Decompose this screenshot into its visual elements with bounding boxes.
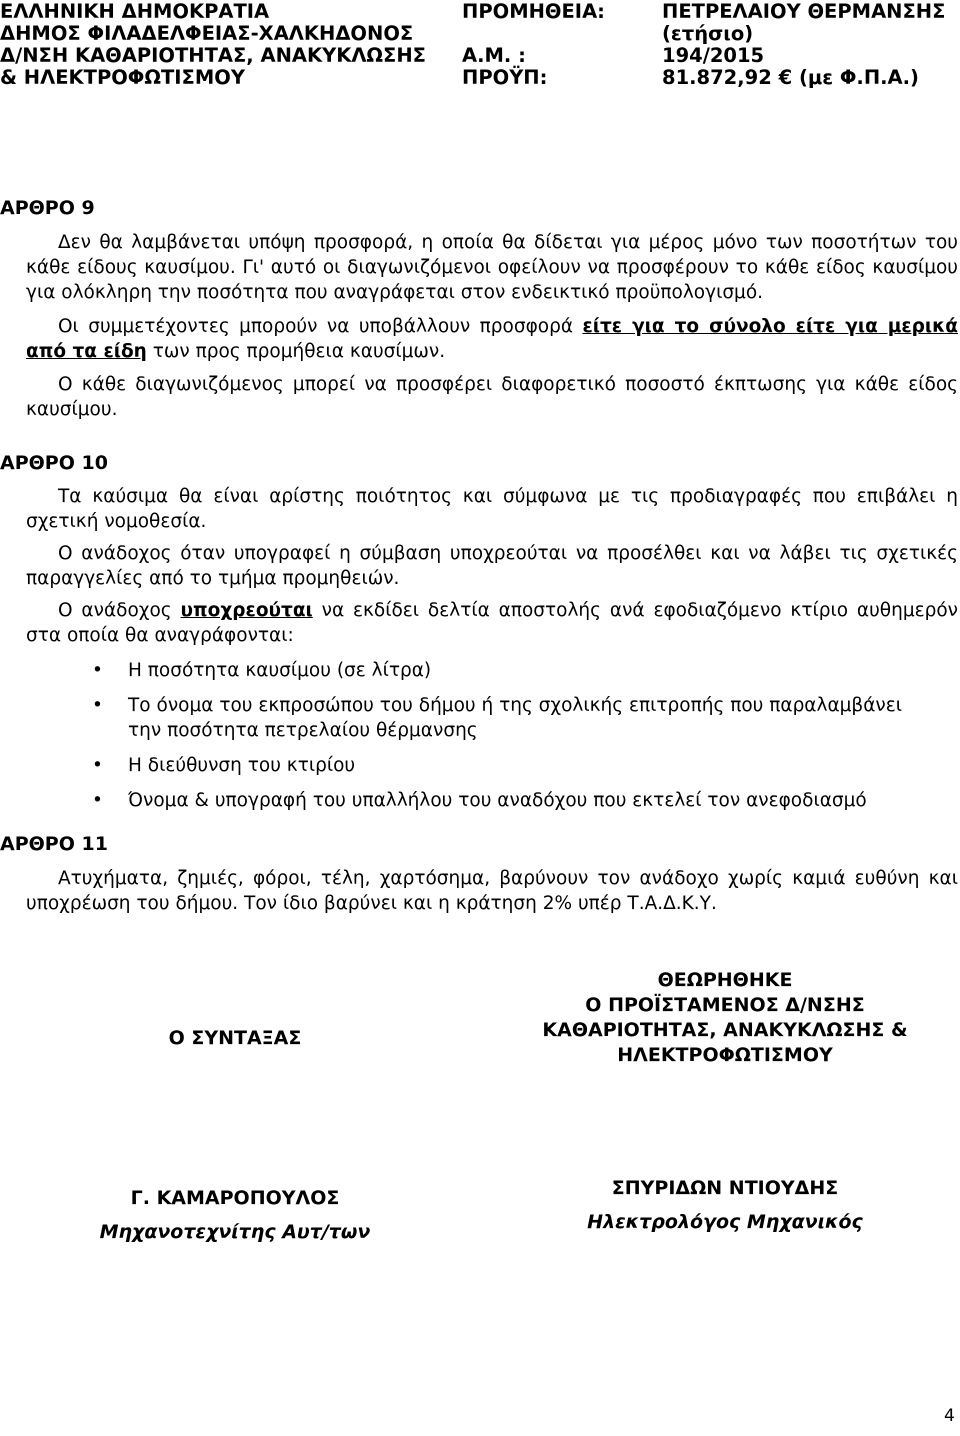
article-9-text: Οι συμμετέχοντες μπορούν να υποβάλλουν προσφορά — [58, 316, 583, 337]
article-11-heading: ΑΡΘΡΟ 11 — [0, 833, 108, 855]
list-item: • Όνομα & υπογραφή του υπαλλήλου του αναδόχου που εκτελεί τον ανεφοδιασμό — [90, 788, 930, 813]
article-9-paragraph-1 — [26, 230, 958, 305]
list-item: • Η ποσότητα καυσίμου (σε λίτρα) — [90, 658, 930, 683]
approval-line: ΘΕΩΡΗΘΗΚΕ — [657, 969, 793, 991]
approval-block — [500, 968, 950, 1068]
header-left-line: Δ/ΝΣΗ ΚΑΘΑΡΙΟΤΗΤΑΣ, ΑΝΑΚΥΚΛΩΣΗΣ — [0, 44, 426, 67]
header-mid-line — [462, 23, 605, 45]
header-mid-line: ΠΡΟΫΠ: — [462, 66, 548, 89]
article-9-paragraph-2 — [26, 314, 958, 364]
drafter-name: Γ. ΚΑΜΑΡΟΠΟΥΛΟΣ — [130, 1187, 340, 1209]
article-10-text: Ο ανάδοχος — [58, 600, 181, 621]
drafter-role: Μηχανοτεχνίτης Αυτ/των — [99, 1221, 371, 1243]
header-left-line: ΔΗΜΟΣ ΦΙΛΑΔΕΛΦΕΙΑΣ-ΧΑΛΚΗΔΟΝΟΣ — [0, 22, 414, 45]
article-10-paragraph-3 — [26, 598, 958, 648]
header-left-line: ΕΛΛΗΝΙΚΗ ΔΗΜΟΚΡΑΤΙΑ — [0, 0, 270, 23]
header-mid-line: ΠΡΟΜΗΘΕΙΑ: — [462, 0, 605, 23]
article-9-text: των προς προμήθεια καυσίμων. — [146, 341, 446, 362]
approval-line: Ο ΠΡΟΪΣΤΑΜΕΝΟΣ Δ/ΝΣΗΣ — [585, 994, 865, 1016]
header-mid — [462, 1, 605, 89]
approval-line: ΚΑΘΑΡΙΟΤΗΤΑΣ, ΑΝΑΚΥΚΛΩΣΗΣ & — [542, 1019, 908, 1041]
article-9-text: Δεν θα λαμβάνεται υπόψη προσφορά, η οποία θα δίδεται για μέρος μόνο των ποσοτήτων του κάθε είδους καυσίμου. Γι' αυτό οι διαγωνιζόμενοι οφείλουν να προσφέρουν το κάθε είδος καυσίμου για ολόκληρη την ποσότητα που αναγράφεται στον ενδεικτικό προϋπολογισμό. — [26, 232, 958, 303]
page-number: 4 — [944, 1406, 955, 1426]
article-11-paragraph-1 — [26, 866, 958, 916]
article-9-text: Ο κάθε διαγωνιζόμενος μπορεί να προσφέρει διαφορετικό ποσοστό έκπτωσης για κάθε είδος καυσίμου. — [26, 374, 958, 420]
header-left — [0, 1, 426, 89]
article-9-heading: ΑΡΘΡΟ 9 — [0, 197, 95, 219]
header-mid-line: Α.Μ. : — [462, 44, 526, 67]
article-9-paragraph-3 — [26, 372, 958, 422]
article-10-paragraph-2 — [26, 541, 958, 591]
header-right-line: 81.872,92 € (με Φ.Π.Α.) — [662, 66, 919, 89]
header-left-line: & ΗΛΕΚΤΡΟΦΩΤΙΣΜΟΥ — [0, 66, 245, 89]
article-10-text: Τα καύσιμα θα είναι αρίστης ποιότητος και σύμφωνα με τις προδιαγραφές που επιβάλει η σχετική νομοθεσία. — [26, 486, 958, 532]
underlined-emphasis: υποχρεούται — [180, 600, 313, 621]
article-10-text: να εκδίδει δελτία αποστολής ανά εφοδιαζόμενο κτίριο αυθημερόν στα οποία θα αναγράφονται: — [26, 600, 959, 646]
list-item: • Το όνομα του εκπροσώπου του δήμου ή της σχολικής επιτροπής που παραλαμβάνει την ποσότητα πετρελαίου θέρμανσης — [90, 693, 930, 743]
drafter-title: Ο ΣΥΝΤΑΞΑΣ — [168, 1027, 302, 1049]
approval-line: ΗΛΕΚΤΡΟΦΩΤΙΣΜΟΥ — [617, 1044, 833, 1066]
header-right-line: ΠΕΤΡΕΛΑΙΟΥ ΘΕΡΜΑΝΣΗΣ — [662, 0, 946, 23]
director-name: ΣΠΥΡΙΔΩΝ ΝΤΙΟΥΔΗΣ — [611, 1177, 839, 1199]
header-right-line: 194/2015 — [662, 44, 765, 67]
underlined-emphasis: είτε για το σύνολο είτε για μερικά από τα είδη — [26, 316, 958, 362]
director-role: Ηλεκτρολόγος Μηχανικός — [587, 1211, 863, 1233]
article-10-paragraph-1 — [26, 484, 958, 534]
article-11-text: Ατυχήματα, ζημιές, φόροι, τέλη, χαρτόσημα, βαρύνουν τον ανάδοχο χωρίς καμιά ευθύνη και υποχρέωση του δήμου. Τον ίδιο βαρύνει και η κράτηση 2% υπέρ Τ.Α.Δ.Κ.Υ. — [26, 868, 958, 914]
delivery-note-list — [90, 658, 930, 813]
article-10-heading: ΑΡΘΡΟ 10 — [0, 452, 108, 474]
list-item: • Η διεύθυνση του κτιρίου — [90, 753, 930, 778]
header-right-line: (ετήσιο) — [662, 22, 754, 45]
article-10-text: Ο ανάδοχος όταν υπογραφεί η σύμβαση υποχρεούται να προσέλθει και να λάβει τις σχετικές παραγγελίες από το τμήμα προμηθειών. — [26, 543, 958, 589]
header-right — [662, 1, 945, 89]
